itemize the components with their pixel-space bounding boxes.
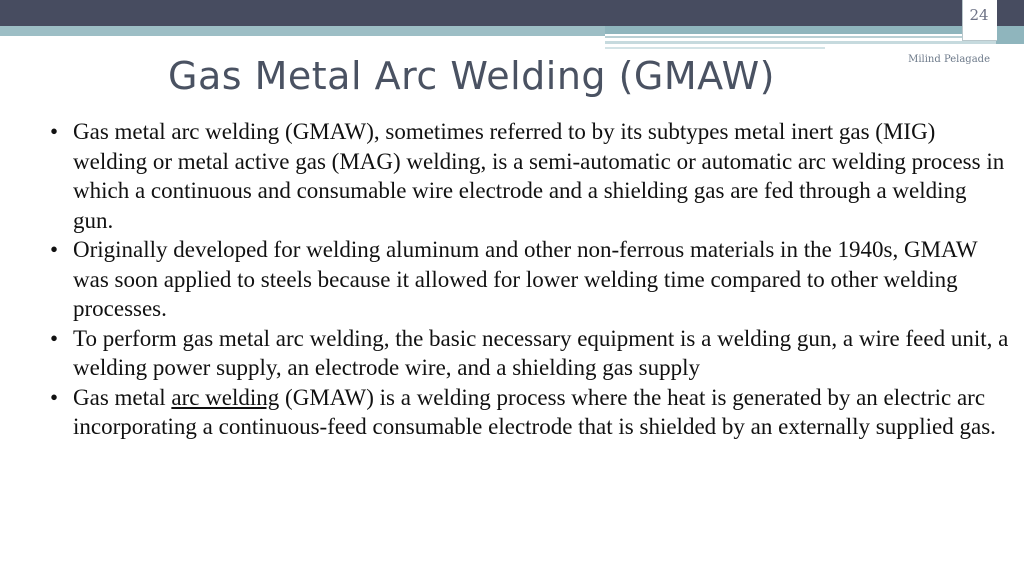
bullet-list: [50, 117, 1010, 442]
bullet-text: Originally developed for welding aluminum and other non-ferrous materials in the 1940s, GMAW was soon applied to steels because it allowed for lower welding time compared to other welding processes.: [73, 237, 978, 321]
decorative-stripe: [605, 47, 825, 49]
bullet-item: [50, 235, 1010, 324]
slide-title: Gas Metal Arc Welding (GMAW): [168, 54, 775, 98]
bullet-text-before: Gas metal: [73, 384, 172, 410]
corner-accent: [996, 26, 1024, 44]
bullet-item: [50, 117, 1010, 235]
bullet-marker: •: [50, 237, 59, 262]
bullet-marker: •: [50, 325, 59, 351]
arc-welding-link[interactable]: arc welding: [171, 384, 280, 410]
bullet-item: [50, 324, 1010, 383]
decorative-stripe: [605, 41, 1024, 44]
top-accent-band-left: [0, 26, 605, 36]
slide-number: 24: [969, 6, 989, 24]
bullet-text-after: (GMAW) is a welding process where the heat is generated by an electric arc incorporating a continuous-feed consumable electrode that is shielded by an externally supplied gas.: [73, 384, 996, 439]
bullet-marker: •: [50, 119, 59, 144]
bullet-marker: •: [50, 384, 59, 410]
bullet-text: Gas metal arc welding (GMAW), sometimes referred to by its subtypes metal inert gas (MIG) welding or metal active gas (MAG) welding, is a semi-automatic or automatic arc welding process in which a continuous and consumable wire electrode and a shielding gas are fed through a welding gun.: [73, 119, 1005, 233]
bullet-item: [50, 383, 1010, 442]
top-header-band: [0, 0, 1024, 26]
bullet-text: To perform gas metal arc welding, the basic necessary equipment is a welding gun, a wire feed unit, a welding power supply, an electrode wire, and a shielding gas supply: [73, 325, 1009, 380]
author-name: Milind Pelagade: [908, 54, 990, 65]
